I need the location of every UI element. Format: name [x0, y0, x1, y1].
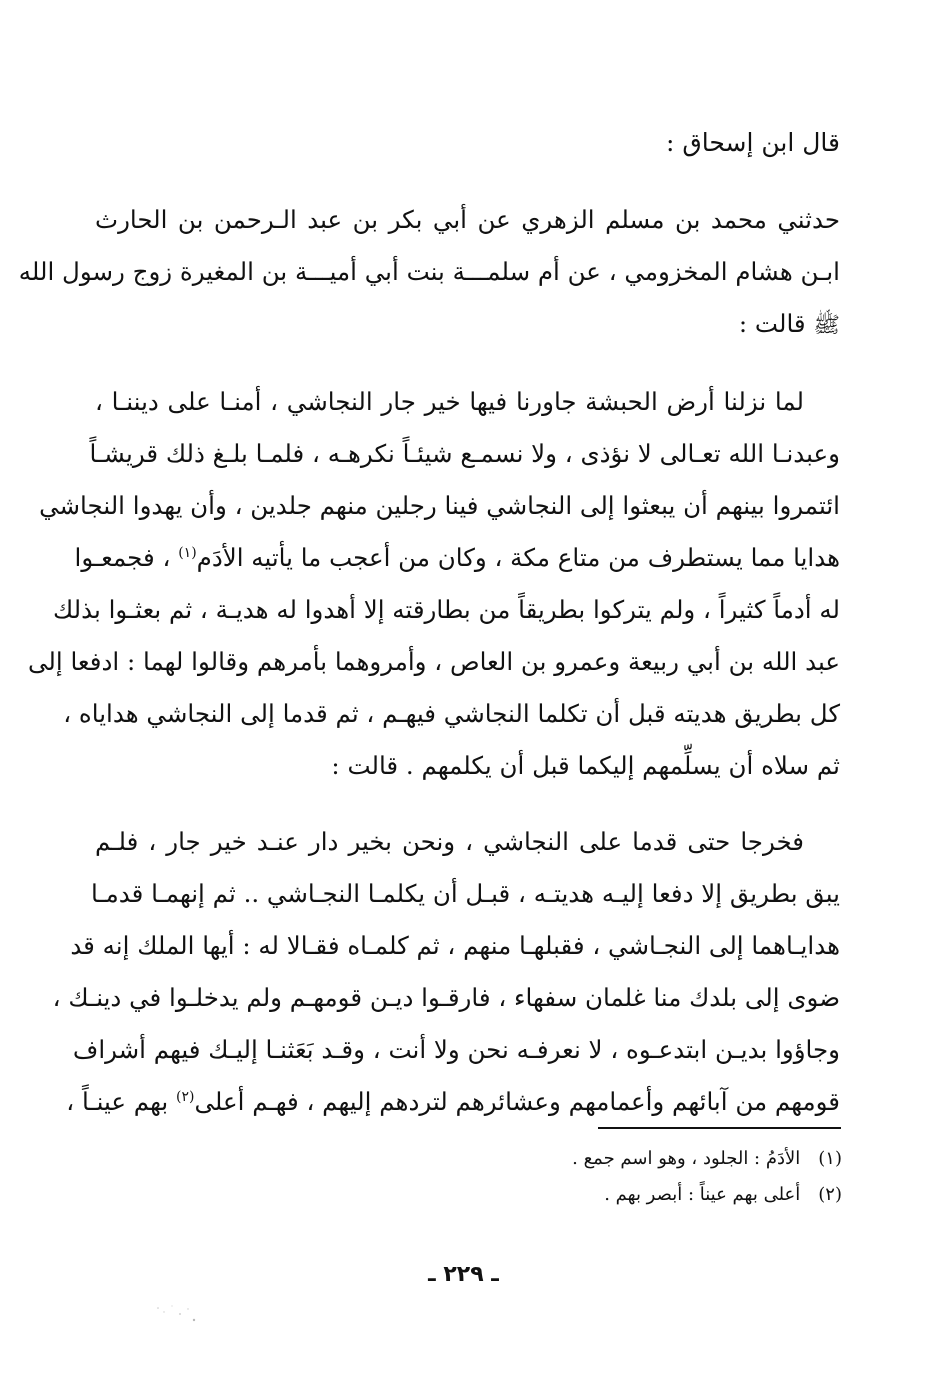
footnote-reference: (١) — [178, 544, 197, 561]
text-line: ائتمروا بينهم أن يبعثوا إلى النجاشي فينا رجلين منهم جلدين ، وأن يهدوا النجاشي — [39, 491, 840, 520]
text-line: ثم سلاه أن يسلِّمهم إليكما قبل أن يكلمهم . قالت : — [331, 751, 840, 780]
text-line — [95, 298, 840, 352]
text-fragment: هدايا مما يستطرف من متاع مكة ، وكان من أعجب ما يأتيه الأدَم — [196, 543, 840, 572]
page-number: ـ ٢٢٩ ـ — [428, 1262, 499, 1287]
paragraph-narrative — [27, 376, 840, 792]
text-line: يبق بطريق إلا دفعا إليـه هديتـه ، قبـل أن يكلمـا النجـاشي .. ثم إنهمـا قدمـا — [91, 879, 840, 908]
text-fragment: قومهم من آبائهم وأعمامهم وعشائرهم لتردهم إليهم ، فهـم أعلى — [194, 1087, 840, 1116]
footnote-text: أعلى بهم عيناً : أبصر بهم . — [604, 1184, 801, 1205]
text-fragment: ، فجمعـوا — [74, 543, 171, 572]
footnote-reference: (٢) — [176, 1088, 195, 1105]
footnote-number: (٢) — [818, 1184, 842, 1205]
text-line: وعبدنـا الله تعـالى لا نؤذى ، ولا نسمـع شيئـاً نكرهـه ، فلمـا بلـغ ذلك قريشـاً — [89, 439, 840, 468]
text-line: ضوى إلى بلدك منا غلمان سفهاء ، فارقـوا ديـن قومهـم ولم يدخلـوا في دينـك ، — [52, 983, 840, 1012]
text-line: هدايـاهما إلى النجـاشي ، فقبلهـا منهم ، ثم كلمـاه فقـالا له : أيها الملك إنه قد — [70, 931, 840, 960]
text-line: حدثني محمد بن مسلم الزهري عن أبي بكر بن عبد الـرحمن بن الحارث — [95, 205, 840, 234]
text-line: لما نزلنا أرض الحبشة جاورنا فيها خير جار النجاشي ، أمنـا على ديننـا ، — [95, 387, 804, 416]
footnote-separator — [598, 1127, 841, 1129]
text-line: له أدماً كثيراً ، ولم يتركوا بطريقاً من بطارقته إلا أهدوا له هديـة ، ثم بعثـوا بذلك — [52, 595, 840, 624]
paragraph-narrative — [52, 816, 840, 1128]
text-fragment: قالت : — [738, 309, 806, 338]
text-line — [74, 532, 840, 584]
footnote-number: (١) — [818, 1148, 842, 1169]
text-line: ابـن هشام المخزومي ، عن أم سلمـــة بنت أبي أميـــة بن المغيرة زوج رسول الله — [18, 257, 840, 286]
paragraph-isnad — [18, 194, 840, 352]
footnote-text: الأدَمُ : الجلود ، وهو اسم جمع . — [572, 1148, 801, 1169]
footnote-item — [420, 1177, 842, 1213]
footnotes — [420, 1141, 842, 1213]
salutation-mark: ﷺ — [813, 313, 840, 338]
text-fragment: بهم عينـاً ، — [66, 1087, 169, 1116]
footnote-item — [420, 1141, 842, 1177]
page-body — [18, 118, 840, 1152]
text-line: عبد الله بن أبي ربيعة وعمرو بن العاص ، وأمروهما بأمرهم وقالوا لهما : ادفعا إلى — [27, 647, 840, 676]
text-line: فخرجا حتى قدما على النجاشي ، ونحن بخير دار عنـد خير جار ، فلـم — [95, 827, 804, 856]
text-line — [66, 1076, 840, 1128]
text-line: وجاؤوا بديـن ابتدعـوه ، لا نعرفـه نحن ولا أنت ، وقـد بَعَثنـا إليـك فيهم أشراف — [72, 1035, 840, 1064]
section-heading: قال ابن إسحاق : — [666, 128, 840, 157]
text-line: كل بطريق هديته قبل أن تكلما النجاشي فيهـم ، ثم قدما إلى النجاشي هداياه ، — [63, 699, 840, 728]
scan-speck — [150, 1300, 200, 1330]
